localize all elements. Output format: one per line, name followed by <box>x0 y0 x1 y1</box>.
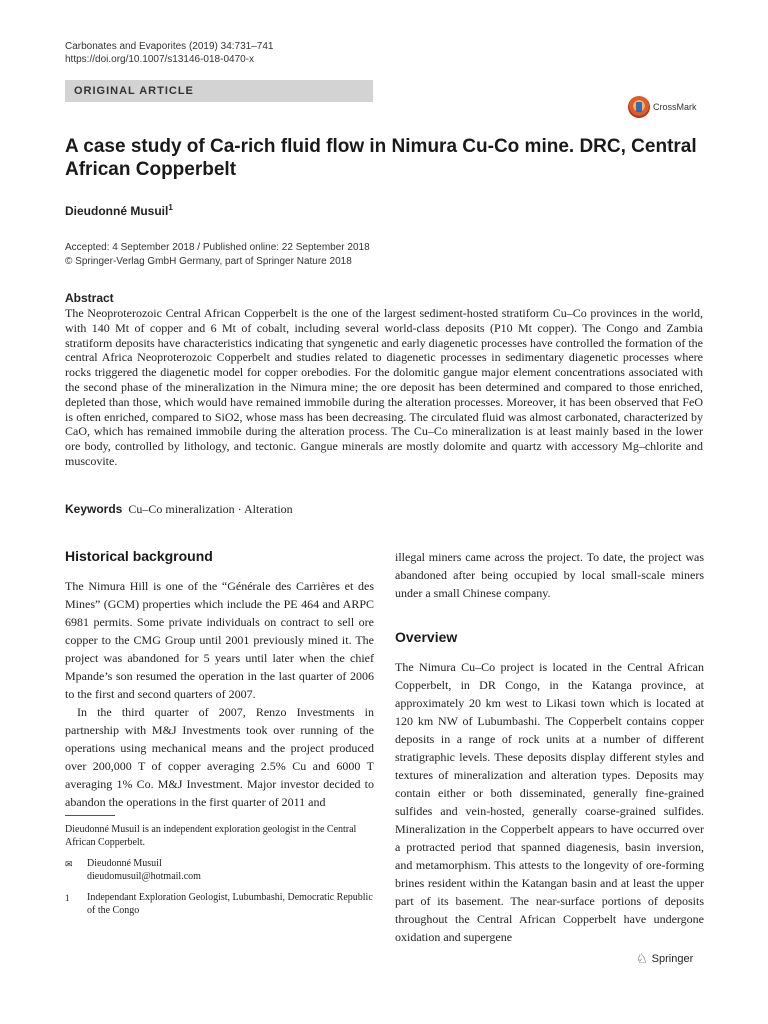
section-heading-overview: Overview <box>395 629 458 645</box>
historical-paragraph-3: illegal miners came across the project. To date, the project was abandoned after being occupied by local small-scale miners under a small Chinese company. <box>395 550 704 600</box>
article-type-banner: ORIGINAL ARTICLE <box>65 80 373 102</box>
contact-note <box>65 858 374 883</box>
crossmark-button[interactable] <box>628 96 697 118</box>
contact-email-link[interactable]: dieudomusuil@hotmail.com <box>87 870 201 882</box>
author-bio-note: Dieudonné Musuil is an independent exploration geologist in the Central African Copperbelt. <box>65 824 357 848</box>
left-column <box>65 548 374 811</box>
publication-dates <box>65 241 370 268</box>
keywords-line <box>65 502 293 517</box>
journal-doi-link[interactable]: https://doi.org/10.1007/s13146-018-0470-x <box>65 54 255 65</box>
springer-horse-icon: ♘ <box>636 951 648 966</box>
historical-paragraph-2: In the third quarter of 2007, Renzo Investments in partnership with M&J Investments took over running of the operations using mechanical means and the project produced over 200,000 T of copper averaging 2.5% Cu and 6000 T averaging 1% Co. M&J Investment. Major investor decided to abandon the operations in the first quarter of 2011 and <box>65 705 374 809</box>
copyright-notice: © Springer-Verlag GmbH Germany, part of Springer Nature 2018 <box>65 255 352 267</box>
historical-paragraph-1: The Nimura Hill is one of the “Générale des Carrières et des Mines” (GCM) properties which include the PE 464 and ARPC 6981 permits. Some private individuals on contract to sell ore copper to the CMG Group until 2001 previously mined it. The project was abandoned for 5 years until later when the chief Mpande’s son resumed the operation in the last quarter of 2006 to the first and second quarters of 2007. <box>65 579 374 701</box>
keywords-label: Keywords <box>65 502 123 516</box>
envelope-icon: ✉ <box>65 859 73 869</box>
abstract-heading: Abstract <box>65 291 114 305</box>
journal-citation: Carbonates and Evaporites (2019) 34:731–741 <box>65 41 274 52</box>
keywords-text: Cu–Co mineralization · Alteration <box>128 502 293 516</box>
footnotes <box>65 815 374 917</box>
overview-paragraph-1: The Nimura Cu–Co project is located in the Central African Copperbelt, in DR Congo, in the Katanga province, at approximately 20 km west to Likasi town which is located at 120 km NW of Lubumbashi. The Copperbelt contains copper deposits in a range of rock units at a number of different stratigraphic levels. These deposits display different styles and textures of mineralization and alteration types. Deposits may contain either or both disseminated, generally fine-grained sulfides and vein-hosted, generally coarse-grained sulfides. Mineralization in the Copperbelt appears to have occurred over a protracted period that spanned diagenesis, basin inversion, and metamorphism. This attests to the longevity of ore-forming brines resident within the Katangan basin and at least the upper part of its basement. The near-surface portions of deposits throughout the Central African Copperbelt have undergone oxidation and supergene <box>395 660 704 944</box>
publisher-mark <box>636 951 693 967</box>
right-column <box>395 548 704 946</box>
accepted-published-dates: Accepted: 4 September 2018 / Published online: 22 September 2018 <box>65 242 370 253</box>
author-affiliation-mark: 1 <box>168 203 173 212</box>
crossmark-icon <box>628 96 650 118</box>
journal-header <box>65 40 273 66</box>
affiliation-mark: 1 <box>65 893 70 903</box>
crossmark-label: CrossMark <box>653 102 697 112</box>
abstract-text: The Neoproterozoic Central African Copperbelt is the one of the largest sediment-hosted stratiform Cu–Co provinces in the world, with 140 Mt of copper and 6 Mt of cobalt, including several world-class deposits (P10 Mt copper). The Congo and Zambia stratiform deposits have characteristics indicating that syngenetic and early diagenetic processes have controlled the formation of the central Africa Neoproterozoic Copperbelt and studies related to diagenetic processes in sedimentary diagenetic processes where rocks triggered the diagenetic model for copper orebodies. For the dolomitic gangue major element concentrations associated with the second phase of the mineralization in the Nimura mine; the ore deposit has been determined and compared to those enriched, depleted than those, which would have remained immobile during the alteration processes. Moreover, it has been observed that FeO is often enriched, compared to SiO2, whose mass has been decreasing. The circulated fluid was almost carbonated, characterized by CaO, which has remained immobile during the alteration process. The Cu–Co mineralization is at least mainly based in the lower ore body, controlled by lithology, and tectonic. Gangue minerals are mostly dolomite and quartz with accessory Mg–chlorite and muscovite. <box>65 306 703 468</box>
contact-name: Dieudonné Musuil <box>87 858 162 869</box>
publisher-name: Springer <box>651 953 694 965</box>
affiliation-text: Independant Exploration Geologist, Lubumbashi, Democratic Republic of the Congo <box>87 892 373 916</box>
article-title: A case study of Ca-rich fluid flow in Nimura Cu-Co mine. DRC, Central African Copperbelt <box>65 136 697 180</box>
author-line <box>65 203 173 218</box>
section-heading-historical: Historical background <box>65 548 213 564</box>
footnote-divider <box>65 815 115 816</box>
author-name[interactable]: Dieudonné Musuil <box>65 204 169 218</box>
affiliation-note <box>65 892 374 917</box>
